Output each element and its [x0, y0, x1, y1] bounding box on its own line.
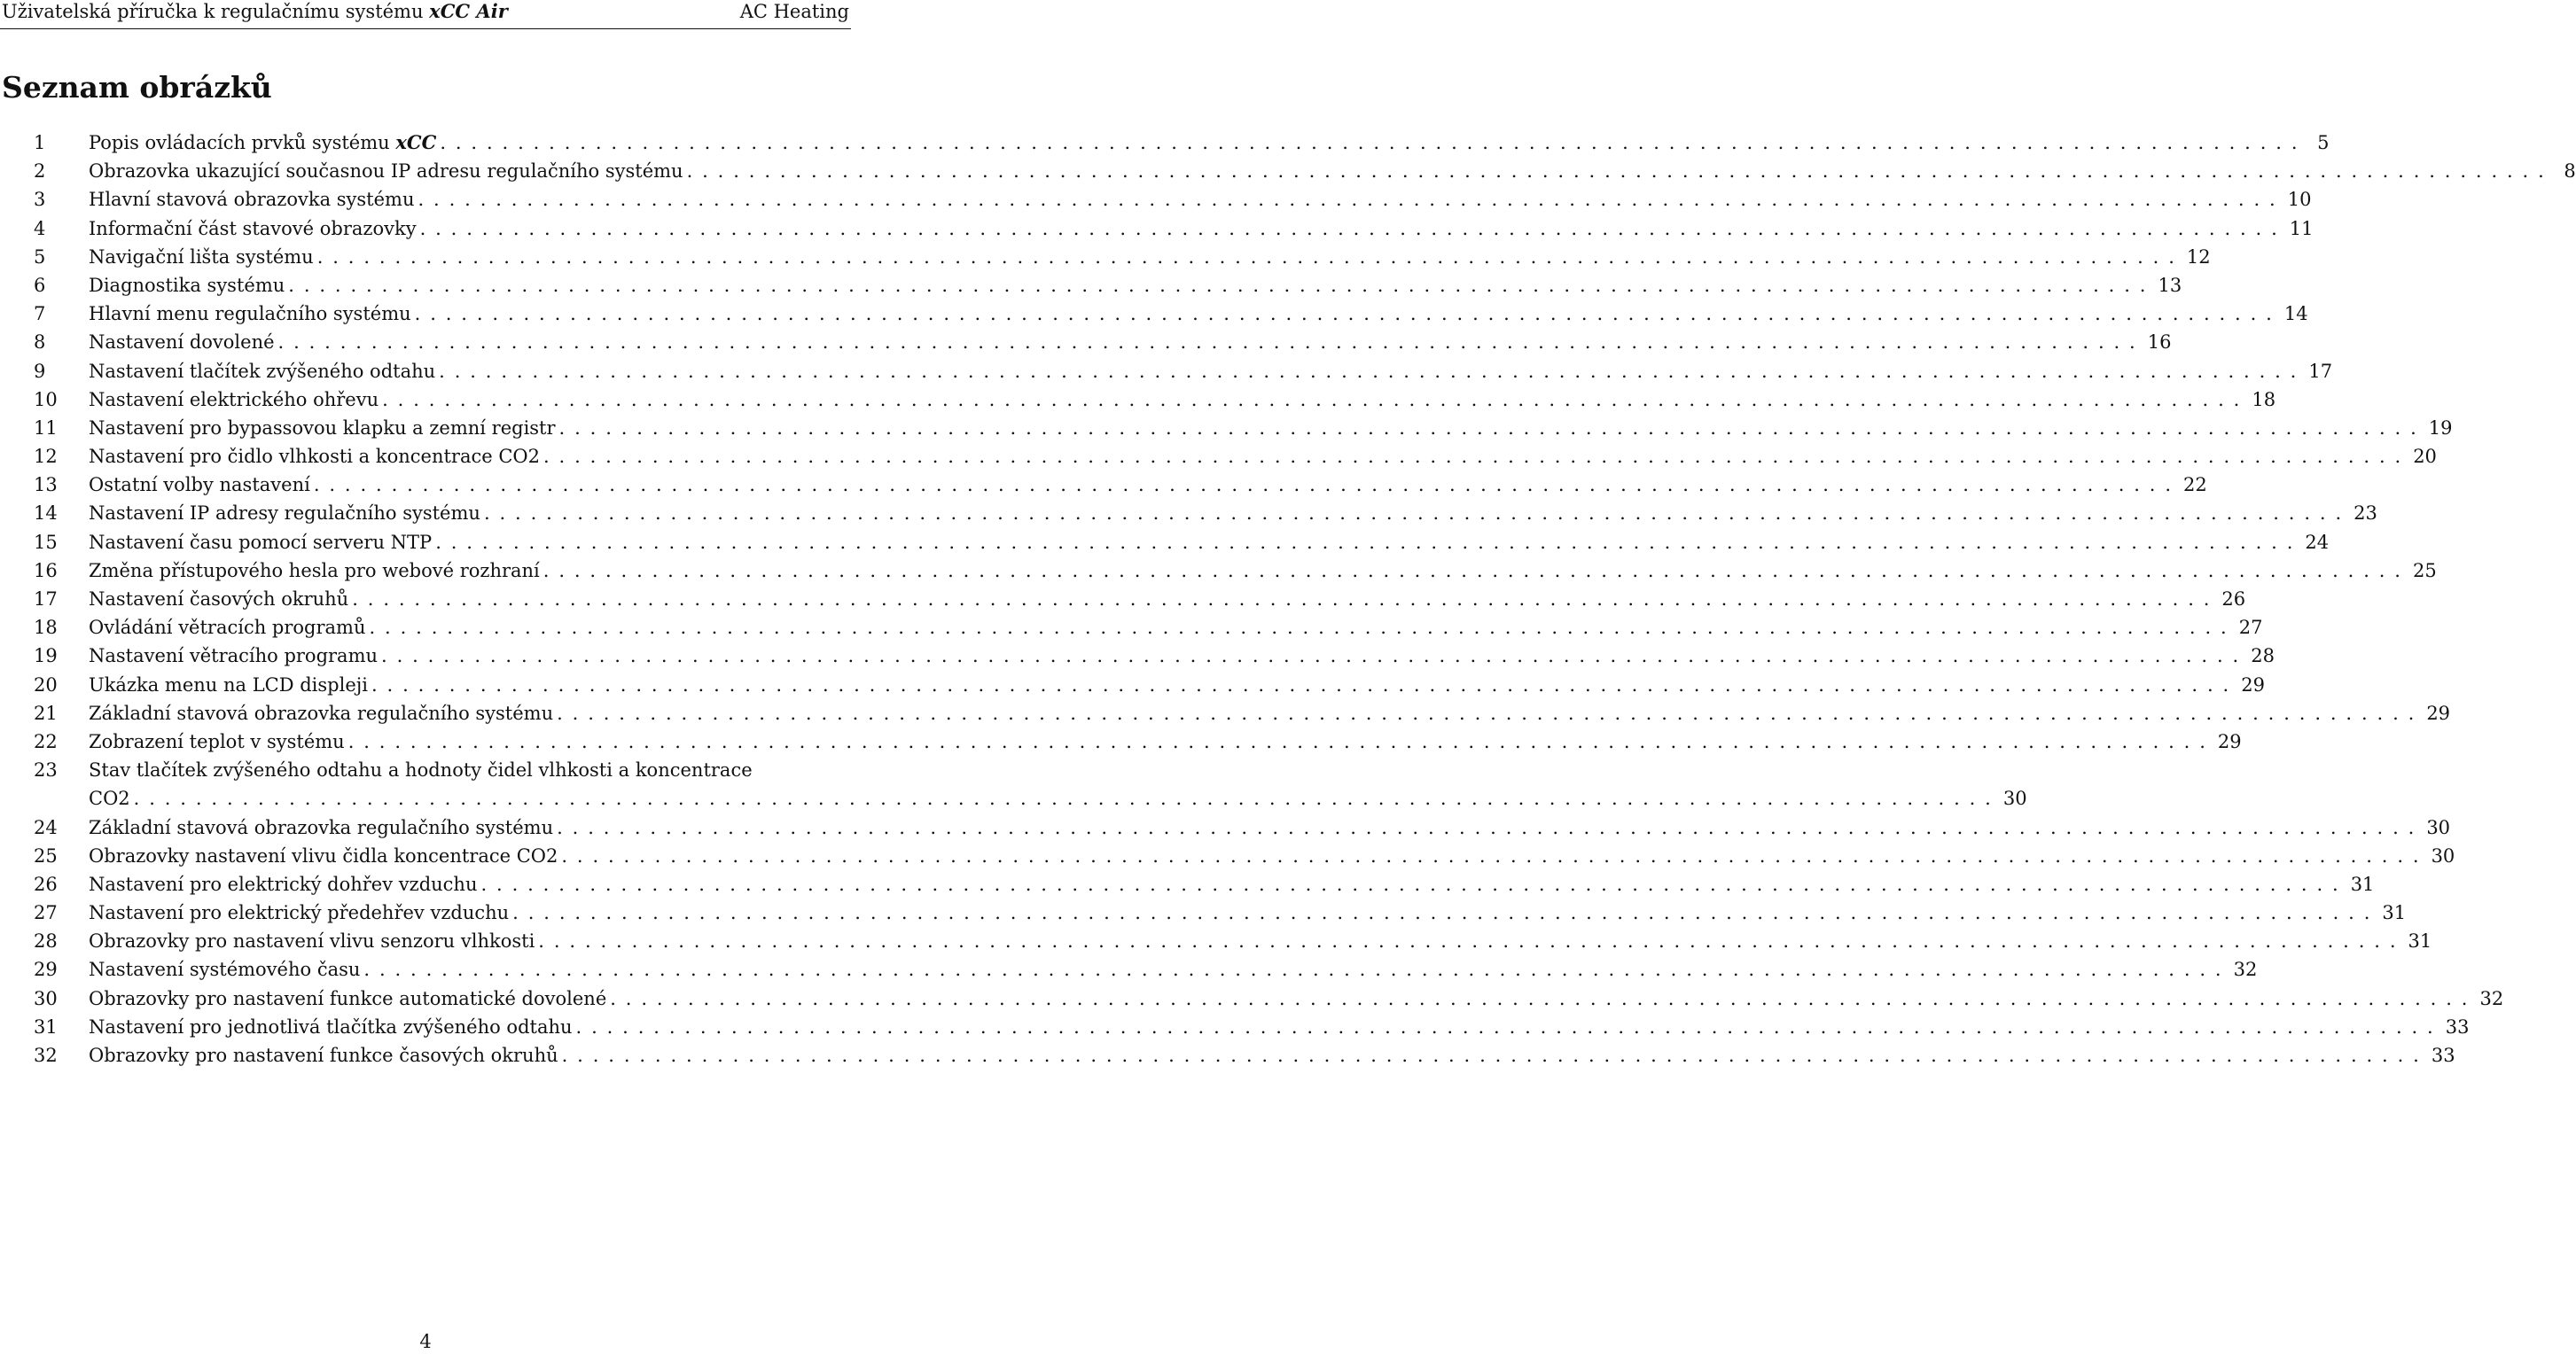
toc-entry-number: 1 — [34, 132, 46, 153]
toc-entry[interactable] — [0, 385, 2276, 414]
dot-leader: . . . . . . . . . . . . . . . . . . . . . . . . . . . . . . . . . . . . . . . . . . . . . . . . . . . . . . . . . . . . . . . . . . . . . . . . . . . . . . . . . . . . . . . . . . . . . . . . . . . . . . . . . . . . . . . . . . . . . . . . — [440, 132, 2298, 153]
dot-leader: . . . . . . . . . . . . . . . . . . . . . . . . . . . . . . . . . . . . . . . . . . . . . . . . . . . . . . . . . . . . . . . . . . . . . . . . . . . . . . . . . . . . . . . . . . . . . . . . . . . . . . . . . . . . . . . . . . . . . . . . — [419, 217, 2277, 239]
toc-entry-number: 13 — [34, 474, 58, 496]
toc-entry-title — [89, 728, 345, 756]
toc-entry-page: 22 — [2183, 474, 2207, 496]
toc-entry-number: 24 — [34, 816, 58, 838]
toc-entry-title — [89, 1013, 573, 1041]
dot-leader: . . . . . . . . . . . . . . . . . . . . . . . . . . . . . . . . . . . . . . . . . . . . . . . . . . . . . . . . . . . . . . . . . . . . . . . . . . . . . . . . . . . . . . . . . . . . . . . . . . . . . . . . . . . . . . . . . . . . . . . . — [369, 617, 2227, 639]
dot-leader: . . . . . . . . . . . . . . . . . . . . . . . . . . . . . . . . . . . . . . . . . . . . . . . . . . . . . . . . . . . . . . . . . . . . . . . . . . . . . . . . . . . . . . . . . . . . . . . . . . . . . . . . . . . . . . . . . . . . . . . . — [561, 844, 2419, 867]
toc-entry-number: 17 — [34, 588, 58, 610]
toc-entry-page: 12 — [2186, 245, 2211, 268]
toc-entry-number: 12 — [34, 446, 58, 468]
toc-entry-page: 30 — [2002, 788, 2027, 810]
toc-entry-title-text: Popis ovládacích prvků systému — [89, 132, 390, 153]
toc-entry-number: 3 — [34, 189, 46, 211]
toc-entry-number: 26 — [34, 873, 58, 895]
toc-entry-title — [89, 185, 415, 214]
toc-entry-page: 5 — [2317, 132, 2330, 153]
toc-entry-number: 10 — [34, 388, 58, 410]
dot-leader: . . . . . . . . . . . . . . . . . . . . . . . . . . . . . . . . . . . . . . . . . . . . . . . . . . . . . . . . . . . . . . . . . . . . . . . . . . . . . . . . . . . . . . . . . . . . . . . . . . . . . . . . . . . . . . . . . . . . . . . . — [277, 331, 2135, 354]
dot-leader: . . . . . . . . . . . . . . . . . . . . . . . . . . . . . . . . . . . . . . . . . . . . . . . . . . . . . . . . . . . . . . . . . . . . . . . . . . . . . . . . . . . . . . . . . . . . . . . . . . . . . . . . . . . . . . . . . . . . . . . . — [543, 446, 2401, 468]
toc-entry[interactable] — [0, 528, 2330, 556]
toc-entry[interactable] — [0, 955, 2258, 984]
dot-leader: . . . . . . . . . . . . . . . . . . . . . . . . . . . . . . . . . . . . . . . . . . . . . . . . . . . . . . . . . . . . . . . . . . . . . . . . . . . . . . . . . . . . . . . . . . . . . . . . . . . . . . . . . . . . . . . . . . . . . . . . — [316, 245, 2174, 268]
dot-leader: . . . . . . . . . . . . . . . . . . . . . . . . . . . . . . . . . . . . . . . . . . . . . . . . . . . . . . . . . . . . . . . . . . . . . . . . . . . . . . . . . . . . . . . . . . . . . . . . . . . . . . . . . . . . . . . . . . . . . . . . — [418, 189, 2275, 211]
toc-entry-title — [89, 842, 558, 870]
toc-entry[interactable] — [0, 300, 2308, 328]
toc-entry-title — [89, 328, 275, 356]
toc-entry[interactable] — [0, 556, 2437, 585]
toc-entry-title — [89, 955, 360, 984]
toc-entry[interactable] — [0, 613, 2263, 642]
toc-entry-title — [89, 157, 683, 185]
toc-entry-title — [89, 214, 417, 243]
toc-entry[interactable] — [0, 984, 2504, 1013]
toc-entry-page: 8 — [2564, 160, 2576, 183]
toc-entry-page: 11 — [2289, 217, 2314, 239]
toc-entry[interactable] — [0, 414, 2453, 442]
toc-entry-number: 18 — [34, 617, 58, 639]
toc-entry[interactable] — [0, 357, 2333, 385]
header-title-text: Uživatelská příručka k regulačnímu systému — [2, 1, 430, 22]
toc-entry-title-text: Nastavení dovolené — [89, 331, 275, 354]
toc-entry-title-text: Obrazovky nastavení vlivu čidla koncentrace CO2 — [89, 844, 558, 867]
toc-entry-number: 4 — [34, 217, 46, 239]
toc-entry-page: 29 — [2241, 673, 2265, 696]
header-brand: xCC Air — [429, 0, 508, 22]
toc-entry[interactable] — [0, 813, 2451, 842]
toc-entry-number: 15 — [34, 531, 58, 553]
toc-entry-number: 31 — [34, 1016, 58, 1038]
toc-entry[interactable] — [0, 671, 2265, 699]
toc-entry-title-text: Obrazovka ukazující současnou IP adresu regulačního systému — [89, 160, 683, 183]
dot-leader: . . . . . . . . . . . . . . . . . . . . . . . . . . . . . . . . . . . . . . . . . . . . . . . . . . . . . . . . . . . . . . . . . . . . . . . . . . . . . . . . . . . . . . . . . . . . . . . . . . . . . . . . . . . . . . . . . . . . . . . . — [557, 702, 2415, 724]
toc-entry-title-text: Základní stavová obrazovka regulačního systému — [89, 816, 554, 838]
toc-entry-title-text: Nastavení pro čidlo vlhkosti a koncentrace CO2 — [89, 446, 540, 468]
toc-entry-title — [89, 471, 310, 499]
toc-entry[interactable] — [0, 699, 2451, 728]
toc-entry-title — [89, 613, 366, 642]
dot-leader: . . . . . . . . . . . . . . . . . . . . . . . . . . . . . . . . . . . . . . . . . . . . . . . . . . . . . . . . . . . . . . . . . . . . . . . . . . . . . . . . . . . . . . . . . . . . . . . . . . . . . . . . . . . . . . . . . . . . . . . . — [558, 416, 2416, 439]
dot-leader: . . . . . . . . . . . . . . . . . . . . . . . . . . . . . . . . . . . . . . . . . . . . . . . . . . . . . . . . . . . . . . . . . . . . . . . . . . . . . . . . . . . . . . . . . . . . . . . . . . . . . . . . . . . . . . . . . . . . . . . . — [352, 588, 2210, 610]
dot-leader: . . . . . . . . . . . . . . . . . . . . . . . . . . . . . . . . . . . . . . . . . . . . . . . . . . . . . . . . . . . . . . . . . . . . . . . . . . . . . . . . . . . . . . . . . . . . . . . . . . . . . . . . . . . . . . . . . . . . . . . . — [313, 474, 2172, 496]
toc-entry-page: 27 — [2238, 617, 2263, 639]
toc-entry-number: 11 — [34, 416, 58, 439]
toc-entry-title — [89, 813, 553, 842]
toc-entry[interactable] — [0, 927, 2432, 955]
dot-leader: . . . . . . . . . . . . . . . . . . . . . . . . . . . . . . . . . . . . . . . . . . . . . . . . . . . . . . . . . . . . . . . . . . . . . . . . . . . . . . . . . . . . . . . . . . . . . . . . . . . . . . . . . . . . . . . . . . . . . . . . — [414, 303, 2272, 325]
toc-entry[interactable] — [0, 756, 2027, 813]
toc-entry-page: 20 — [2413, 446, 2437, 468]
running-header — [0, 0, 851, 30]
dot-leader: . . . . . . . . . . . . . . . . . . . . . . . . . . . . . . . . . . . . . . . . . . . . . . . . . . . . . . . . . . . . . . . . . . . . . . . . . . . . . . . . . . . . . . . . . . . . . . . . . . . . . . . . . . . . . . . . . . . . . . . . — [686, 160, 2544, 183]
toc-entry-page: 30 — [2426, 816, 2451, 838]
toc-entry-title-text: Navigační lišta systému — [89, 245, 314, 268]
toc-entry[interactable] — [0, 328, 2172, 356]
toc-entry-title-text: Základní stavová obrazovka regulačního systému — [89, 702, 554, 724]
dot-leader: . . . . . . . . . . . . . . . . . . . . . . . . . . . . . . . . . . . . . . . . . . . . . . . . . . . . . . . . . . . . . . . . . . . . . . . . . . . . . . . . . . . . . . . . . . . . . . . . . . . . . . . . . . . . . . . . . . . . . . . . — [575, 1016, 2433, 1038]
toc-entry[interactable] — [0, 842, 2455, 870]
toc-entry-number: 29 — [34, 959, 58, 981]
dot-leader: . . . . . . . . . . . . . . . . . . . . . . . . . . . . . . . . . . . . . . . . . . . . . . . . . . . . . . . . . . . . . . . . . . . . . . . . . . . . . . . . . . . . . . . . . . . . . . . . . . . . . . . . . . . . . . . . . . . . . . . . — [439, 360, 2297, 382]
toc-entry-page: 13 — [2158, 274, 2182, 296]
toc-entry-title — [89, 927, 535, 955]
dot-leader: . . . . . . . . . . . . . . . . . . . . . . . . . . . . . . . . . . . . . . . . . . . . . . . . . . . . . . . . . . . . . . . . . . . . . . . . . . . . . . . . . . . . . . . . . . . . . . . . . . . . . . . . . . . . . . . . . . . . . . . . — [512, 902, 2370, 924]
toc-entry-page: 19 — [2428, 416, 2453, 439]
toc-entry-title-text: Nastavení časových okruhů — [89, 588, 349, 610]
toc-entry-title — [89, 899, 509, 927]
toc-entry-brand: xCC — [395, 131, 437, 153]
toc-entry-page: 10 — [2287, 189, 2312, 211]
toc-entry-title — [89, 528, 432, 556]
toc-entry-number: 32 — [34, 1045, 58, 1067]
toc-entry[interactable] — [0, 728, 2242, 756]
dot-leader: . . . . . . . . . . . . . . . . . . . . . . . . . . . . . . . . . . . . . . . . . . . . . . . . . . . . . . . . . . . . . . . . . . . . . . . . . . . . . . . . . . . . . . . . . . . . . . . . . . . . . . . . . . . . . . . . . . . . . . . . — [483, 502, 2342, 525]
toc-entry-title-text: Hlavní menu regulačního systému — [89, 303, 411, 325]
toc-entry-title-text: Změna přístupového hesla pro webové rozhraní — [89, 559, 540, 581]
toc-entry-number: 5 — [34, 245, 46, 268]
toc-entry[interactable] — [0, 1041, 2455, 1070]
toc-entry-title-text: Nastavení systémového času — [89, 959, 361, 981]
toc-entry-page: 14 — [2283, 303, 2308, 325]
toc-entry-title — [89, 642, 378, 670]
toc-entry-title — [89, 984, 606, 1013]
toc-entry-title — [89, 385, 379, 414]
toc-entry[interactable] — [0, 128, 2330, 157]
toc-entry-title-text: Nastavení pro jednotlivá tlačítka zvýšeného odtahu — [89, 1016, 573, 1038]
toc-entry-number: 14 — [34, 502, 58, 525]
dot-leader: . . . . . . . . . . . . . . . . . . . . . . . . . . . . . . . . . . . . . . . . . . . . . . . . . . . . . . . . . . . . . . . . . . . . . . . . . . . . . . . . . . . . . . . . . . . . . . . . . . . . . . . . . . . . . . . . . . . . . . . . — [381, 645, 2239, 667]
toc-entry-title-text: Nastavení IP adresy regulačního systému — [89, 502, 480, 525]
toc-entry-page: 31 — [2408, 930, 2432, 953]
toc-entry-number: 27 — [34, 902, 58, 924]
toc-entry-page: 32 — [2479, 987, 2504, 1009]
toc-entry-title-text: Obrazovky pro nastavení funkce časových okruhů — [89, 1045, 558, 1067]
header-title — [2, 0, 508, 23]
toc-entry-title-text: Zobrazení teplot v systému — [89, 730, 345, 752]
dot-leader: . . . . . . . . . . . . . . . . . . . . . . . . . . . . . . . . . . . . . . . . . . . . . . . . . . . . . . . . . . . . . . . . . . . . . . . . . . . . . . . . . . . . . . . . . . . . . . . . . . . . . . . . . . . . . . . . . . . . . . . . — [538, 930, 2396, 953]
toc-entry-title-text: Nastavení elektrického ohřevu — [89, 388, 379, 410]
toc-entry[interactable] — [0, 243, 2211, 271]
dot-leader: . . . . . . . . . . . . . . . . . . . . . . . . . . . . . . . . . . . . . . . . . . . . . . . . . . . . . . . . . . . . . . . . . . . . . . . . . . . . . . . . . . . . . . . . . . . . . . . . . . . . . . . . . . . . . . . . . . . . . . . . — [557, 816, 2415, 838]
toc-entry-number: 22 — [34, 730, 58, 752]
toc-entry-number: 20 — [34, 673, 58, 696]
toc-entry-page: 33 — [2431, 1045, 2455, 1067]
toc-entry[interactable] — [0, 642, 2275, 670]
toc-entry-page: 33 — [2445, 1016, 2470, 1038]
toc-entry-page: 16 — [2147, 331, 2172, 354]
dot-leader: . . . . . . . . . . . . . . . . . . . . . . . . . . . . . . . . . . . . . . . . . . . . . . . . . . . . . . . . . . . . . . . . . . . . . . . . . . . . . . . . . . . . . . . . . . . . . . . . . . . . . . . . . . . . . . . . . . . . . . . . — [133, 788, 1991, 810]
toc-entry-title-text: Informační část stavové obrazovky — [89, 217, 417, 239]
toc-entry[interactable] — [0, 471, 2207, 499]
toc-entry[interactable] — [0, 870, 2375, 899]
toc-entry-title — [89, 300, 411, 328]
toc-entry[interactable] — [0, 185, 2312, 214]
toc-entry-number: 7 — [34, 303, 46, 325]
toc-entry-title-text: Nastavení pro elektrický předehřev vzduchu — [89, 902, 510, 924]
toc-entry[interactable] — [0, 214, 2314, 243]
toc-entry-title-text: Nastavení pro elektrický dohřev vzduchu — [89, 873, 478, 895]
toc-entry-page: 23 — [2354, 502, 2377, 525]
toc-entry-number: 8 — [34, 331, 46, 354]
toc-entry-number: 23 — [34, 759, 58, 782]
toc-entry[interactable] — [0, 899, 2407, 927]
toc-entry-title — [89, 870, 477, 899]
dot-leader: . . . . . . . . . . . . . . . . . . . . . . . . . . . . . . . . . . . . . . . . . . . . . . . . . . . . . . . . . . . . . . . . . . . . . . . . . . . . . . . . . . . . . . . . . . . . . . . . . . . . . . . . . . . . . . . . . . . . . . . . — [480, 873, 2338, 895]
dot-leader: . . . . . . . . . . . . . . . . . . . . . . . . . . . . . . . . . . . . . . . . . . . . . . . . . . . . . . . . . . . . . . . . . . . . . . . . . . . . . . . . . . . . . . . . . . . . . . . . . . . . . . . . . . . . . . . . . . . . . . . . — [610, 987, 2468, 1009]
toc-entry-page: 31 — [2382, 902, 2407, 924]
toc-entry-title: Stav tlačítek zvýšeného odtahu a hodnoty čidel vlhkosti a koncentrace — [89, 759, 753, 782]
toc-entry[interactable] — [0, 271, 2182, 300]
toc-entry-number: 2 — [34, 160, 46, 183]
dot-leader: . . . . . . . . . . . . . . . . . . . . . . . . . . . . . . . . . . . . . . . . . . . . . . . . . . . . . . . . . . . . . . . . . . . . . . . . . . . . . . . . . . . . . . . . . . . . . . . . . . . . . . . . . . . . . . . . . . . . . . . . — [543, 559, 2400, 581]
toc-entry-number: 19 — [34, 645, 58, 667]
header-company: AC Heating — [739, 1, 849, 22]
toc-entry-title — [89, 585, 348, 613]
toc-entry-title-continued: CO2 — [89, 788, 130, 810]
toc-entry[interactable] — [0, 585, 2246, 613]
toc-entry-title — [89, 357, 435, 385]
toc-entry[interactable] — [0, 499, 2377, 527]
toc-entry-title — [89, 414, 556, 442]
toc-entry-page: 18 — [2252, 388, 2276, 410]
toc-entry-number: 28 — [34, 930, 58, 953]
toc-entry-title-text: Ostatní volby nastavení — [89, 474, 310, 496]
toc-entry-title — [89, 128, 436, 157]
toc-entry[interactable] — [0, 442, 2437, 471]
toc-entry-page: 25 — [2412, 559, 2437, 581]
toc-entry-page: 29 — [2426, 702, 2451, 724]
toc-entry-title-text: Ukázka menu na LCD displeji — [89, 673, 368, 696]
toc-entry-title-text: Nastavení tlačítek zvýšeného odtahu — [89, 360, 436, 382]
header-rule — [0, 28, 851, 29]
page-number: 4 — [419, 1331, 432, 1352]
toc-entry-title — [89, 671, 368, 699]
dot-leader: . . . . . . . . . . . . . . . . . . . . . . . . . . . . . . . . . . . . . . . . . . . . . . . . . . . . . . . . . . . . . . . . . . . . . . . . . . . . . . . . . . . . . . . . . . . . . . . . . . . . . . . . . . . . . . . . . . . . . . . . — [382, 388, 2240, 410]
toc-entry-page: 31 — [2350, 873, 2375, 895]
dot-leader: . . . . . . . . . . . . . . . . . . . . . . . . . . . . . . . . . . . . . . . . . . . . . . . . . . . . . . . . . . . . . . . . . . . . . . . . . . . . . . . . . . . . . . . . . . . . . . . . . . . . . . . . . . . . . . . . . . . . . . . . — [371, 673, 2229, 696]
toc-entry-page: 30 — [2431, 844, 2455, 867]
toc-entry-title-text: Nastavení času pomocí serveru NTP — [89, 531, 433, 553]
toc-entry-title — [89, 271, 285, 300]
toc-entry-title — [89, 556, 540, 585]
toc-entry-number: 21 — [34, 702, 58, 724]
toc-entry-page: 24 — [2305, 531, 2330, 553]
dot-leader: . . . . . . . . . . . . . . . . . . . . . . . . . . . . . . . . . . . . . . . . . . . . . . . . . . . . . . . . . . . . . . . . . . . . . . . . . . . . . . . . . . . . . . . . . . . . . . . . . . . . . . . . . . . . . . . . . . . . . . . . — [435, 531, 2293, 553]
toc-entry-number: 9 — [34, 360, 46, 382]
toc-entry-title-text: Hlavní stavová obrazovka systému — [89, 189, 415, 211]
toc-entry-title — [89, 243, 314, 271]
toc-entry-title-text: Ovládání větracích programů — [89, 617, 366, 639]
dot-leader: . . . . . . . . . . . . . . . . . . . . . . . . . . . . . . . . . . . . . . . . . . . . . . . . . . . . . . . . . . . . . . . . . . . . . . . . . . . . . . . . . . . . . . . . . . . . . . . . . . . . . . . . . . . . . . . . . . . . . . . . — [288, 274, 2146, 296]
dot-leader: . . . . . . . . . . . . . . . . . . . . . . . . . . . . . . . . . . . . . . . . . . . . . . . . . . . . . . . . . . . . . . . . . . . . . . . . . . . . . . . . . . . . . . . . . . . . . . . . . . . . . . . . . . . . . . . . . . . . . . . . — [363, 959, 2221, 981]
toc-entry-title — [89, 699, 553, 728]
toc-entry-number: 16 — [34, 559, 58, 581]
list-of-figures — [0, 128, 2576, 1070]
toc-entry-title — [89, 499, 480, 527]
toc-entry-page: 29 — [2217, 730, 2242, 752]
toc-entry-number: 6 — [34, 274, 46, 296]
dot-leader: . . . . . . . . . . . . . . . . . . . . . . . . . . . . . . . . . . . . . . . . . . . . . . . . . . . . . . . . . . . . . . . . . . . . . . . . . . . . . . . . . . . . . . . . . . . . . . . . . . . . . . . . . . . . . . . . . . . . . . . . — [347, 730, 2205, 752]
toc-entry-number: 25 — [34, 844, 58, 867]
section-title: Seznam obrázků — [2, 70, 272, 105]
toc-entry-number: 30 — [34, 987, 58, 1009]
toc-entry-page: 32 — [2233, 959, 2258, 981]
toc-entry[interactable] — [0, 1013, 2470, 1041]
toc-entry-title-text: Nastavení pro bypassovou klapku a zemní registr — [89, 416, 556, 439]
toc-entry-page: 26 — [2221, 588, 2246, 610]
dot-leader: . . . . . . . . . . . . . . . . . . . . . . . . . . . . . . . . . . . . . . . . . . . . . . . . . . . . . . . . . . . . . . . . . . . . . . . . . . . . . . . . . . . . . . . . . . . . . . . . . . . . . . . . . . . . . . . . . . . . . . . . — [561, 1045, 2419, 1067]
toc-entry-page: 28 — [2251, 645, 2275, 667]
toc-entry-title — [89, 442, 540, 471]
toc-entry-title-text: Obrazovky pro nastavení funkce automatické dovolené — [89, 987, 607, 1009]
toc-entry-title — [89, 1041, 558, 1070]
toc-entry-page: 17 — [2308, 360, 2333, 382]
toc-entry[interactable] — [0, 157, 2576, 185]
toc-entry-title-text: Diagnostika systému — [89, 274, 285, 296]
toc-entry-title-text: Nastavení větracího programu — [89, 645, 379, 667]
toc-entry-title-text: Obrazovky pro nastavení vlivu senzoru vlhkosti — [89, 930, 535, 953]
